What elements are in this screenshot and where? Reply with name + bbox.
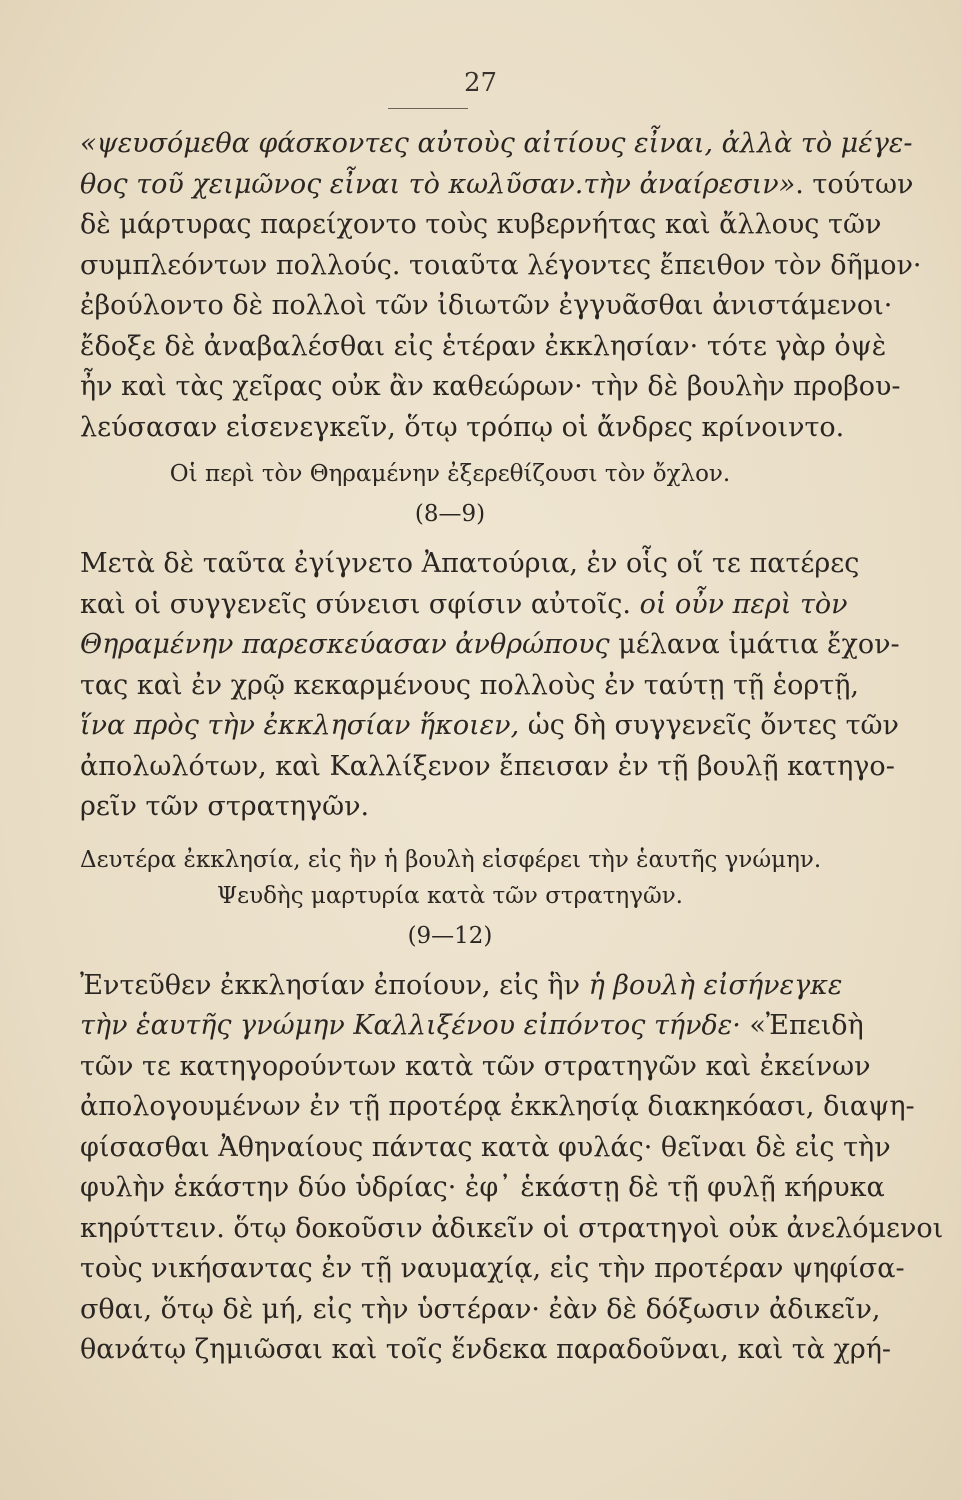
- text-line: τας καὶ ἐν χρῷ κεκαρμένους πολλοὺς ἐν ταύτῃ τῇ ἑορτῇ,: [80, 669, 860, 701]
- text-line: Ἐντεῦθεν ἐκκλησίαν ἐποίουν, εἰς ἣν ἡ βουλὴ εἰσήνεγκε: [80, 969, 843, 1001]
- page-text: [80, 124, 944, 1371]
- section-heading-2b: Ψευδὴς μαρτυρία κατὰ τῶν στρατηγῶν.: [217, 882, 683, 909]
- paragraph-1: [80, 124, 922, 448]
- text-line: ἔδοξε δὲ ἀναβαλέσθαι εἰς ἑτέραν ἐκκλησίαν· τότε γὰρ ὀψὲ: [80, 330, 887, 362]
- text-line: τὴν ἑαυτῆς γνώμην Καλλιξένου εἰπόντος τήνδε· «Ἐπειδὴ: [80, 1010, 864, 1041]
- paragraph-2: [80, 544, 900, 828]
- text-line: «ψευσόμεθα φάσκοντες αὐτοὺς αἰτίους εἶναι, ἀλλὰ τὸ μέγε-: [80, 128, 913, 159]
- text-line: τῶν τε κατηγορούντων κατὰ τῶν στρατηγῶν καὶ ἐκείνων: [80, 1050, 871, 1082]
- text-line: τοὺς νικήσαντας ἐν τῇ ναυμαχίᾳ, εἰς τὴν προτέραν ψηφίσα-: [80, 1253, 905, 1284]
- text-line: δὲ μάρτυρας παρείχοντο τοὺς κυβερνήτας καὶ ἄλλους τῶν: [80, 209, 882, 240]
- text-line: θος τοῦ χειμῶνος εἶναι τὸ κωλῦσαν.τὴν ἀναίρεσιν». τούτων: [80, 168, 914, 200]
- text-line: ἐβούλοντο δὲ πολλοὶ τῶν ἰδιωτῶν ἐγγυᾶσθαι ἀνιστάμενοι·: [80, 290, 893, 321]
- text-line: λεύσασαν εἰσενεγκεῖν, ὅτῳ τρόπῳ οἱ ἄνδρες κρίνοιντο.: [80, 411, 845, 443]
- text-line: καὶ οἱ συγγενεῖς σύνεισι σφίσιν αὐτοῖς. οἱ οὖν περὶ τὸν: [80, 588, 848, 620]
- paragraph-3: [80, 966, 944, 1371]
- section-heading-1: Οἱ περὶ τὸν Θηραμένην ἐξερεθίζουσι τὸν ὄχλον.: [169, 461, 731, 487]
- text-line: θανάτῳ ζημιῶσαι καὶ τοῖς ἕνδεκα παραδοῦναι, καὶ τὰ χρή-: [80, 1334, 892, 1365]
- text-line: ἀπολωλότων, καὶ Καλλίξενον ἔπεισαν ἐν τῇ βουλῇ κατηγο-: [80, 750, 895, 782]
- section-range-1: (8—9): [414, 501, 486, 527]
- text-line: σθαι, ὅτῳ δὲ μή, εἰς τὴν ὑστέραν· ἐὰν δὲ δόξωσιν ἀδικεῖν,: [80, 1293, 881, 1325]
- page-number: 27: [463, 68, 498, 98]
- page-number-rule: [388, 108, 468, 109]
- text-line: ἵνα πρὸς τὴν ἐκκλησίαν ἥκοιεν, ὡς δὴ συγγενεῖς ὄντες τῶν: [80, 710, 899, 741]
- text-line: ἦν καὶ τὰς χεῖρας οὐκ ἂν καθεώρων· τὴν δὲ βουλὴν προβου-: [80, 371, 901, 402]
- text-line: κηρύττειν. ὅτῳ δοκοῦσιν ἀδικεῖν οἱ στρατηγοὶ οὐκ ἀνελόμενοι: [80, 1212, 944, 1244]
- section-heading-2a: Δευτέρα ἐκκλησία, εἰς ἣν ἡ βουλὴ εἰσφέρει τὴν ἑαυτῆς γνώμην.: [80, 846, 822, 873]
- text-line: συμπλεόντων πολλούς. τοιαῦτα λέγοντες ἔπειθον τὸν δῆμον·: [80, 249, 922, 281]
- text-line: Μετὰ δὲ ταῦτα ἐγίγνετο Ἀπατούρια, ἐν οἷς οἵ τε πατέρες: [80, 548, 860, 579]
- text-line: φίσασθαι Ἀθηναίους πάντας κατὰ φυλάς· θεῖναι δὲ εἰς τὴν: [80, 1131, 891, 1163]
- text-line: Θηραμένην παρεσκεύασαν ἀνθρώπους μέλανα ἱμάτια ἔχον-: [80, 629, 900, 660]
- text-line: ἀπολογουμένων ἐν τῇ προτέρᾳ ἐκκλησίᾳ διακηκόασι, διαψη-: [80, 1091, 915, 1122]
- section-range-2: (9—12): [407, 922, 493, 949]
- text-line: ρεῖν τῶν στρατηγῶν.: [80, 791, 370, 822]
- text-line: φυλὴν ἑκάστην δύο ὑδρίας· ἐφ᾽ ἑκάστῃ δὲ τῇ φυλῇ κήρυκα: [80, 1172, 885, 1203]
